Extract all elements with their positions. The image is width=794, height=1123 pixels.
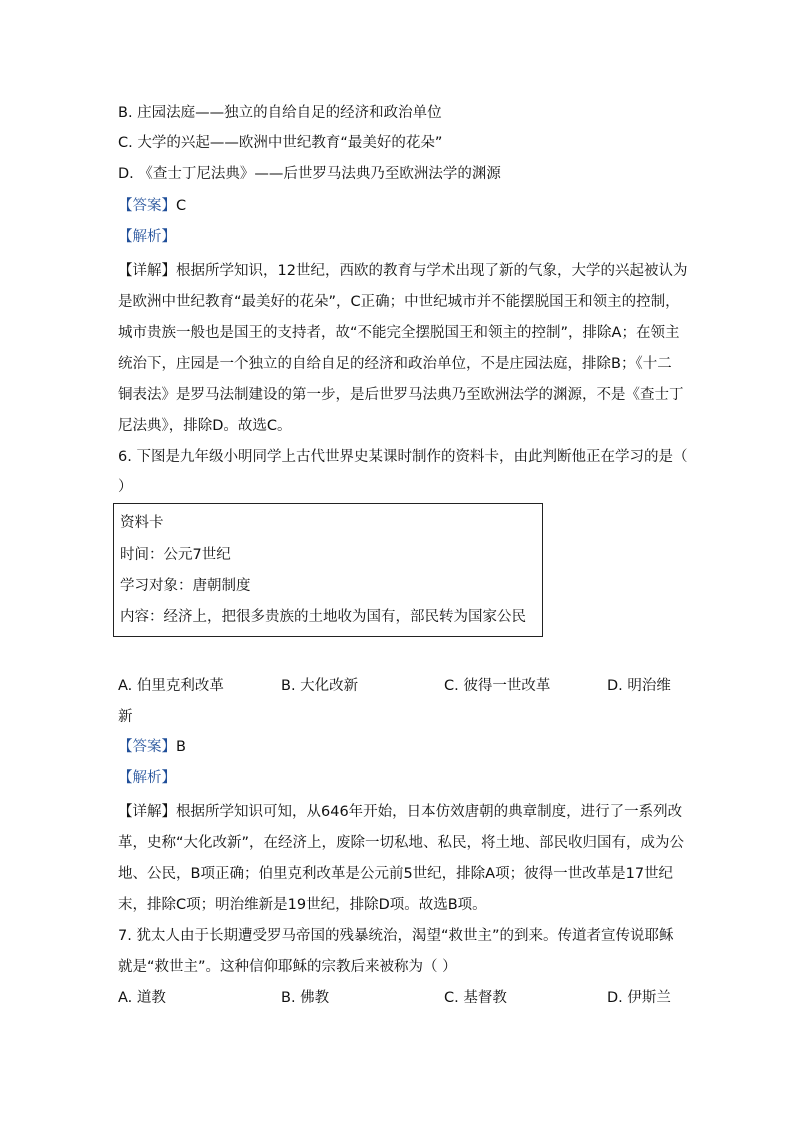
q6-option-b: B. 大化改新 [281, 678, 359, 694]
q6-option-a: A. 伯里克利改革 [118, 678, 224, 694]
q5-detail-tag: 【详解】 [118, 263, 176, 279]
q5-detail-line: 城市贵族一般也是国王的支持者，故“不能完全摆脱国王和领主的控制”，排除A；在领主 [118, 325, 680, 341]
q6-answer-tag: 【答案】 [118, 739, 176, 755]
q5-option-c: C. 大学的兴起——欧洲中世纪教育“最美好的花朵” [118, 135, 443, 151]
q6-option-d-cont: 新 [118, 709, 133, 725]
info-card-object: 学习对象：唐朝制度 [120, 578, 251, 594]
q5-option-d: D. 《查士丁尼法典》——后世罗马法典乃至欧洲法学的渊源 [118, 166, 501, 182]
q6-detail-tag: 【详解】 [118, 804, 176, 820]
info-card [113, 503, 543, 637]
info-card-time: 时间：公元7世纪 [120, 547, 231, 563]
q6-detail-line: 末，排除C项；明治维新是19世纪，排除D项。故选B项。 [118, 897, 487, 913]
q6-detail-line: 革，史称“大化改新”，在经济上，废除一切私地、私民，将土地、部民收归国有，成为公 [118, 835, 685, 851]
q6-answer [118, 737, 186, 757]
q6-analysis-tag: 【解析】 [118, 770, 176, 786]
q6-detail-text: 根据所学知识可知，从646年开始，日本仿效唐朝的典章制度，进行了一系列改 [176, 804, 683, 820]
q5-detail-line: 尼法典》，排除D。故选C。 [118, 418, 292, 434]
q5-analysis-tag: 【解析】 [118, 229, 176, 245]
q7-stem: 7. 犹太人由于长期遭受罗马帝国的残暴统治，渴望“救世主”的到来。传道者宣传说耶稣 [118, 928, 674, 944]
q7-stem-cont: 就是“救世主”。这种信仰耶稣的宗教后来被称为（ ） [118, 959, 457, 975]
info-card-content: 内容：经济上，把很多贵族的土地收为国有，部民转为国家公民 [120, 609, 526, 625]
q5-option-b: B. 庄园法庭——独立的自给自足的经济和政治单位 [118, 105, 442, 121]
q5-detail-line: 铜表法》是罗马法制建设的第一步，是后世罗马法典乃至欧洲法学的渊源，不是《查士丁 [118, 387, 684, 403]
q5-answer-value: C [176, 198, 187, 214]
q7-option-a: A. 道教 [118, 990, 166, 1006]
q5-detail-line: 统治下，庄园是一个独立的自给自足的经济和政治单位，不是庄园法庭，排除B；《十二 [118, 356, 672, 372]
q6-detail-line: 地、公民，B项正确；伯里克利改革是公元前5世纪，排除A项；彼得一世改革是17世纪 [118, 866, 674, 882]
q6-option-d: D. 明治维 [607, 678, 671, 694]
q5-detail-line: 是欧洲中世纪教育“最美好的花朵”，C正确；中世纪城市并不能摆脱国王和领主的控制， [118, 294, 680, 310]
q6-stem: 6. 下图是九年级小明同学上古代世界史某课时制作的资料卡，由此判断他正在学习的是（ [118, 449, 688, 465]
q5-detail-line [118, 261, 687, 281]
q6-stem-cont: ） [118, 479, 133, 495]
q7-option-b: B. 佛教 [281, 990, 330, 1006]
q7-option-d: D. 伊斯兰 [607, 990, 671, 1006]
q5-answer-tag: 【答案】 [118, 198, 176, 214]
q6-answer-value: B [176, 739, 186, 755]
q6-option-c: C. 彼得一世改革 [444, 678, 551, 694]
q7-option-c: C. 基督教 [444, 990, 507, 1006]
q5-answer [118, 196, 186, 216]
q6-detail-line [118, 802, 682, 822]
info-card-title: 资料卡 [120, 515, 164, 531]
q5-detail-text: 根据所学知识，12世纪，西欧的教育与学术出现了新的气象，大学的兴起被认为 [176, 263, 688, 279]
